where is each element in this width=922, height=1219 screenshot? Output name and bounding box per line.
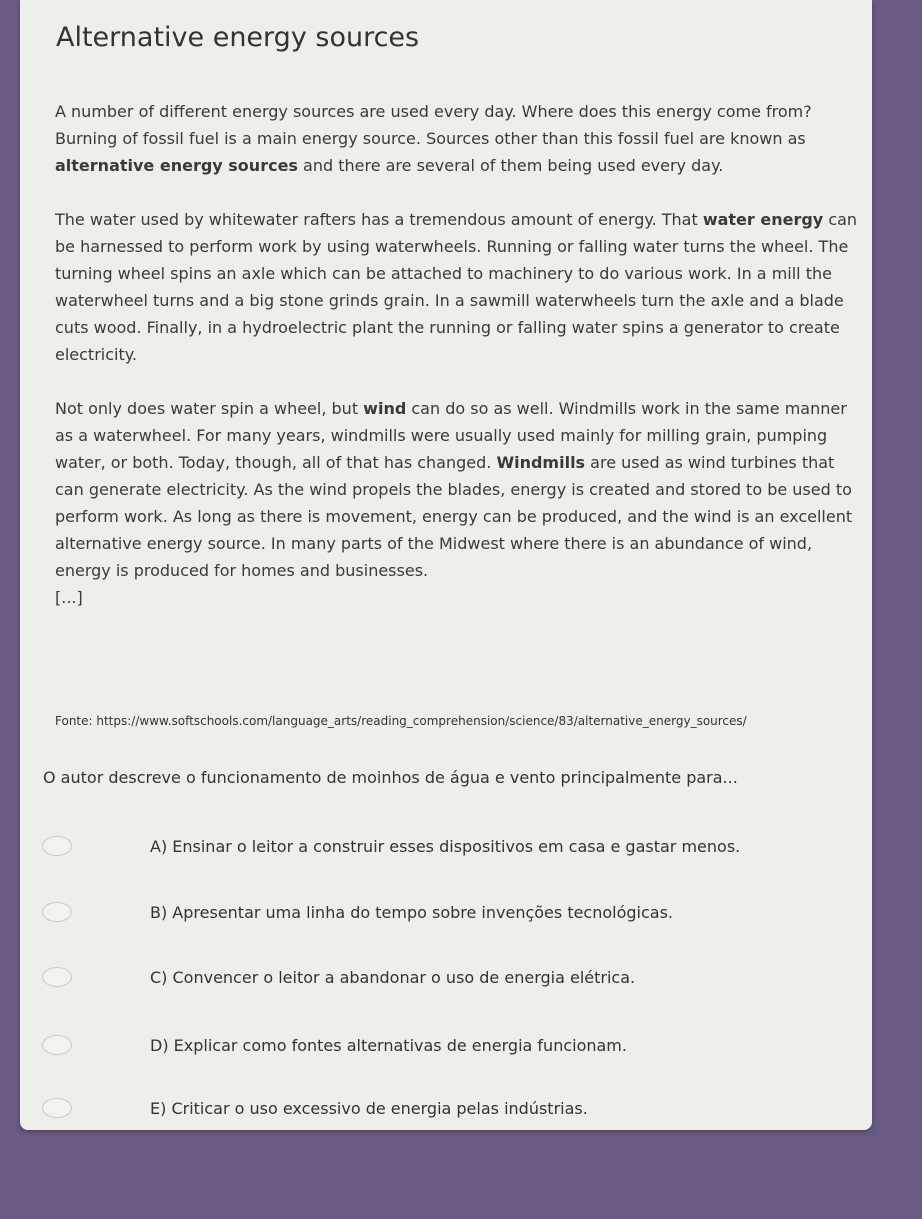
option-d-label: D) Explicar como fontes alternativas de energia funcionam. (150, 1035, 627, 1055)
radio-button-c[interactable] (42, 967, 72, 987)
option-b[interactable] (42, 892, 802, 932)
text-run: and there are several of them being used every day. (297, 156, 724, 175)
bold-term: water energy (702, 210, 824, 229)
option-c[interactable] (42, 957, 802, 997)
source-citation: Fonte: https://www.softschools.com/language_arts/reading_comprehension/science/83/alternative_energy_sources/ (55, 714, 747, 728)
paragraph-2 (55, 206, 867, 368)
radio-button-b[interactable] (42, 902, 72, 922)
option-c-label: C) Convencer o leitor a abandonar o uso de energia elétrica. (150, 967, 636, 987)
text-run: The water used by whitewater rafters has a tremendous amount of energy. That (55, 210, 703, 229)
question-card (20, 0, 872, 1130)
option-b-label: B) Apresentar uma linha do tempo sobre invenções tecnológicas. (150, 902, 674, 922)
bold-term: Windmills (496, 453, 586, 472)
paragraph-1 (55, 98, 867, 179)
page-title: Alternative energy sources (56, 22, 420, 53)
paragraph-3 (55, 395, 867, 584)
text-run: are used as wind turbines that can generate electricity. As the wind propels the blades, energy is created and stored to be used to perform work. As long as there is movement, energy can be produced, and the wind is an excellent alternative energy source. In many parts of the Midwest where there is an abundance of wind, energy is produced for homes and businesses. (55, 453, 853, 580)
bold-term: alternative energy sources (55, 156, 298, 175)
option-a-label: A) Ensinar o leitor a construir esses dispositivos em casa e gastar menos. (150, 836, 741, 856)
option-e[interactable] (42, 1088, 802, 1128)
radio-button-d[interactable] (42, 1035, 72, 1055)
radio-button-a[interactable] (42, 836, 72, 856)
reading-passage (55, 98, 867, 611)
radio-button-e[interactable] (42, 1098, 72, 1118)
text-run: can do so as well. Windmills work in the same manner as a waterwheel. For many years, windmills were usually used mainly for milling grain, pumping water, or both. Today, though, all of that has changed. (55, 399, 847, 472)
text-run: A number of different energy sources are used every day. Where does this energy come from? Burning of fossil fuel is a main energy source. Sources other than this fossil fuel are known as (55, 102, 812, 148)
text-run: can be harnessed to perform work by using waterwheels. Running or falling water turns the wheel. The turning wheel spins an axle which can be attached to machinery to do various work. In a mill the waterwheel turns and a big stone grinds grain. In a sawmill waterwheels turn the axle and a blade cuts wood. Finally, in a hydroelectric plant the running or falling water spins a generator to create electricity. (55, 210, 858, 364)
question-prompt: O autor descreve o funcionamento de moinhos de água e vento principalmente para... (43, 768, 738, 787)
option-a[interactable] (42, 826, 802, 866)
bold-term: wind (363, 399, 407, 418)
option-e-label: E) Criticar o uso excessivo de energia pelas indústrias. (150, 1098, 588, 1118)
ellipsis: [...] (55, 588, 83, 607)
text-run: Not only does water spin a wheel, but (55, 399, 364, 418)
option-d[interactable] (42, 1025, 802, 1065)
